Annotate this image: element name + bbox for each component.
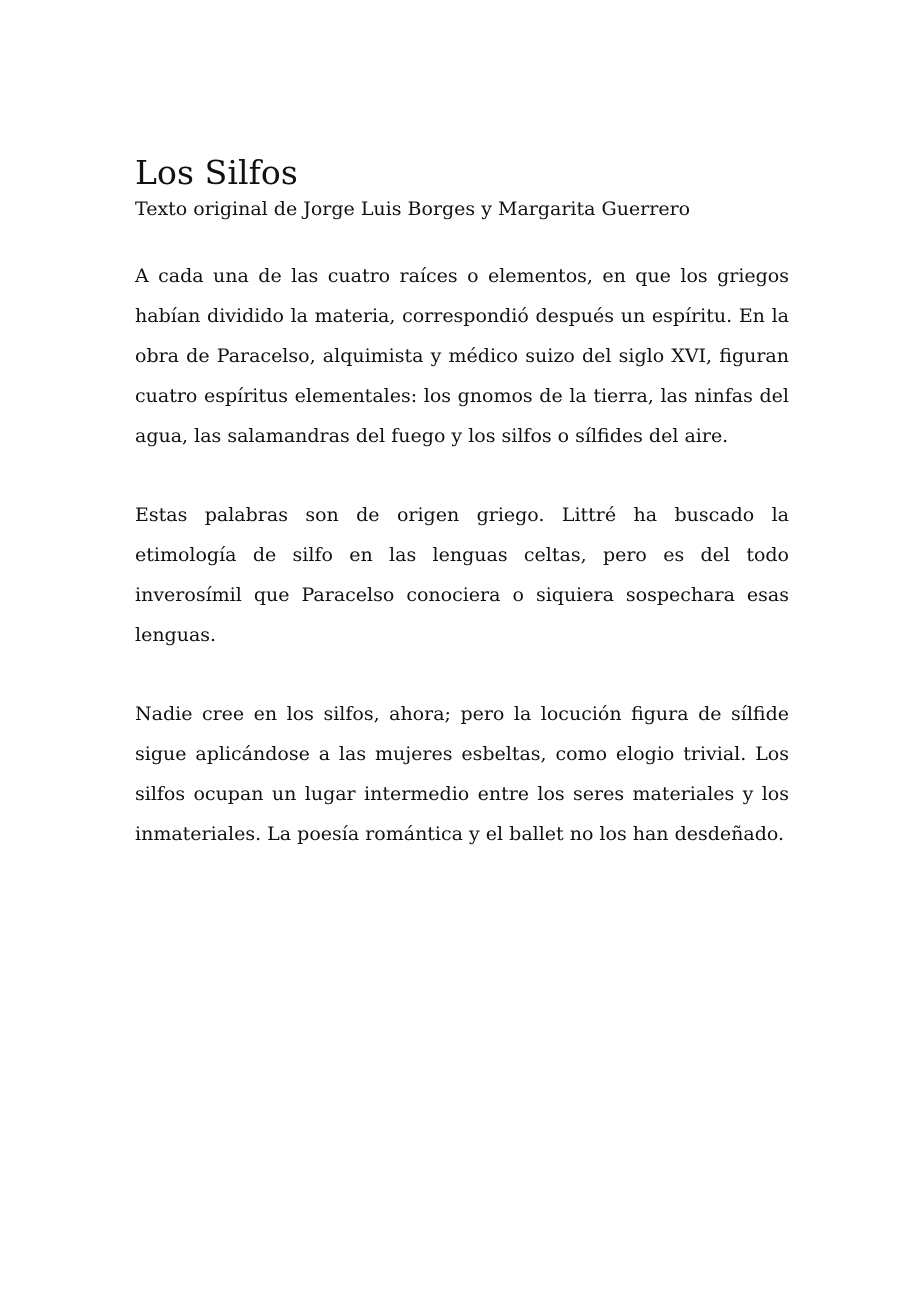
paragraph-etymology: Estas palabras son de origen griego. Littré ha buscado la etimología de silfo en las lenguas celtas, pero es del todo inverosímil que Paracelso conociera o siquiera sospechara esas lenguas.	[135, 504, 789, 646]
document-subtitle: Texto original de Jorge Luis Borges y Margarita Guerrero	[135, 198, 691, 220]
document-body	[135, 256, 789, 854]
paragraph-modern-use: Nadie cree en los silfos, ahora; pero la locución figura de sílfide sigue aplicándose a las mujeres esbeltas, como elogio trivial. Los silfos ocupan un lugar intermedio entre los seres materiales y los inmateriales. La poesía romántica y el ballet no los han desdeñado.	[135, 703, 789, 845]
document-page	[135, 152, 789, 854]
paragraph-elementals: A cada una de las cuatro raíces o elementos, en que los griegos habían dividido la materia, correspondió después un espíritu. En la obra de Paracelso, alquimista y médico suizo del siglo XVI, figuran cuatro espíritus elementales: los gnomos de la tierra, las ninfas del agua, las salamandras del fuego y los silfos o sílfides del aire.	[135, 265, 789, 447]
document-title: Los Silfos	[135, 153, 298, 192]
